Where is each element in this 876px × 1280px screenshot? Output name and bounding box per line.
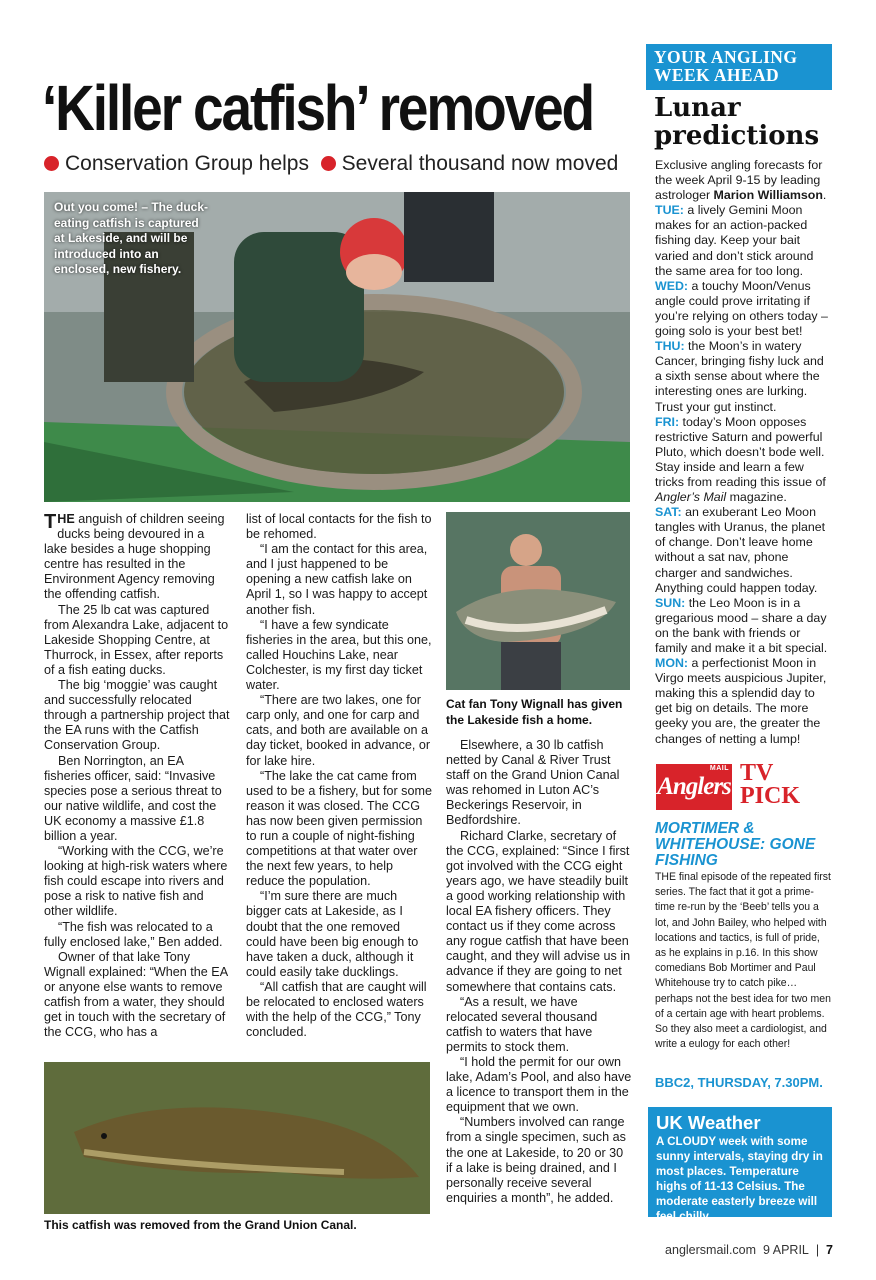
footer-date: 9 APRIL [763,1243,809,1257]
uk-weather-box [648,1107,832,1223]
page-number: 7 [826,1243,833,1257]
day-prediction-sun: SUN: the Leo Moon is in a gregarious mood – share a day on the bank with friends or family and make it a bit special. [655,595,828,655]
tony-photo-caption: Cat fan Tony Wignall has given the Lakeside fish a home. [446,697,623,727]
article-paragraph: list of local contacts for the fish to be rehomed. [246,512,432,542]
day-prediction-tue: TUE: a lively Gemini Moon makes for an action-packed fishing day. Keep your bait varied and don’t stick around the same area for too long. [655,203,814,278]
tv-show-time: BBC2, THURSDAY, 7.30PM. [655,1075,823,1090]
drop-cap: T [44,511,57,533]
canal-photo-caption: This catfish was removed from the Grand Union Canal. [44,1218,357,1232]
tony-wignall-illustration [446,512,630,690]
weather-title: UK Weather [656,1112,761,1133]
drop-cap-rest: HE [57,512,75,526]
lunar-predictions-text [655,158,833,747]
anglers-mail-logo: MAIL Anglers [656,764,732,810]
article-paragraph: “Working with the CCG, we’re looking at high-risk waters where fish could escape into rivers and pose a risk to native fish and other wildlife. [44,844,228,919]
standfirst-1: Conservation Group helps [65,152,309,175]
weather-text: A CLOUDY week with some sunny intervals, staying dry in most places. Temperature highs of 11-13 Celsius. The moderate easterly breeze will feel chilly. [656,1135,823,1223]
main-photo-caption: Out you come! – The duck-eating catfish is captured at Lakeside, and will be introduced into an enclosed, new fishery. [54,200,209,276]
red-bullet-icon [44,156,59,171]
day-prediction-sat: SAT: an exuberant Leo Moon tangles with Uranus, the planet of change. Don’t leave home without a sat nav, phone charger and sandwiches. Anything could happen today. [655,505,826,595]
day-prediction-fri: FRI: today’s Moon opposes restrictive Saturn and powerful Pluto, which doesn’t bode well. Stay inside and learn a few tricks from reading this issue of Angler’s Mail magazine. [655,414,826,505]
article-paragraph: Owner of that lake Tony Wignall explained: “When the EA or anyone else wants to remove catfish from a water, they should get in touch with the secretary of the CCG, who has a [44,949,228,1040]
article-paragraph: The big ‘moggie’ was caught and successfully relocated through a partnership project that the EA runs with the Catfish Conservation Group. [44,678,230,753]
headline: ‘Killer catfish’ removed [42,72,594,144]
article-column-1 [44,512,230,1040]
article-paragraph: Elsewhere, a 30 lb catfish netted by Canal & River Trust staff on the Grand Union Canal was rehomed in Luton AC’s Beckerings Reservoir, in Bedfordshire. [446,738,620,828]
day-prediction-thu: THU: the Moon’s in watery Cancer, bringing fishy luck and a sixth sense about where the interesting ones are lurking. Trust your gut instinct. [655,339,824,414]
article-paragraph: Ben Norrington, an EA fisheries officer, said: “Invasive species pose a serious threat to our native wildlife, and cost the UK economy a massive £1.8 billion a year. [44,753,222,843]
article-paragraph: THE anguish of children seeing ducks being devoured in a lake besides a huge shopping centre has resulted in the Environment Agency removing the offending catfish. [44,511,225,602]
tony-wignall-photo [446,512,630,690]
article-paragraph: “There are two lakes, one for carp only, and one for carp and cats, and both are available on a day ticket, booked in advance, or for lake hire. [246,693,431,768]
red-bullet-icon [321,156,336,171]
article-paragraph: “I’m sure there are much bigger cats at Lakeside, as I doubt that the one removed could have been big enough to have taken a duck, although it could easily take ducklings. [246,889,419,979]
footer-site: anglersmail.com [665,1243,757,1257]
article-paragraph: Richard Clarke, secretary of the CCG, explained: “Since I first got involved with the CCG eight years ago, we have steadily built a good working relationship with local EA fishery officers. They contact us if they come across any rogue catfish that have been caught, and they will advise us in advance if they are going to net somewhere that contains cats. [446,828,631,994]
article-paragraph: “As a result, we have relocated several thousand catfish to waters that have permits to stock them. [446,994,598,1054]
day-prediction-mon: MON: a perfectionist Moon in Virgo meets auspicious Jupiter, making this a splendid day to get big on details. The more geeky you are, the greater the changes of netting a lump! [655,656,827,746]
article-paragraph: “Numbers involved can range from a single specimen, such as the one at Lakeside, to 20 or 30 if a lake is being drained, and I personally receive several enquiries a month”, he added. [446,1115,626,1205]
standfirst [44,150,618,178]
article-paragraph: The 25 lb cat was captured from Alexandra Lake, adjacent to Lakeside Shopping Centre, at Thurrock, in Essex, after reports of a fish eating ducks. [44,602,229,677]
footer-separator: | [815,1243,820,1257]
sidebar-kicker: YOUR ANGLING WEEK AHEAD [646,44,832,90]
article-column-2 [246,512,432,1040]
article-paragraph: “All catfish that are caught will be relocated to enclosed waters with the help of the CCG,” Tony concluded. [246,979,427,1040]
article-paragraph: “I am the contact for this area, and I just happened to be opening a new catfish lake on April 1, so I was happy to accept another fish. [246,542,428,617]
canal-catfish-illustration [44,1062,430,1214]
article-paragraph: “I have a few syndicate fisheries in the area, but this one, called Houchins Lake, near Colchester, is my first day ticket water. [246,617,432,693]
tv-show-title: MORTIMER & WHITEHOUSE: GONE FISHING [655,820,816,869]
article-paragraph: “The fish was relocated to a fully enclosed lake,” Ben added. [44,919,223,949]
tv-pick-label: TV PICK [740,760,800,809]
day-prediction-wed: WED: a touchy Moon/Venus angle could prove irritating if you’re relying on others today – going solo is your best bet! [655,278,828,339]
astrologer-name: Marion Williamson [713,188,823,203]
standfirst-2: Several thousand now moved [341,152,619,175]
article-column-3 [446,738,632,1206]
page-footer [665,1243,833,1257]
article-paragraph: “I hold the permit for our own lake, Adam’s Pool, and also have a licence to transport them in the equipment that we own. [446,1054,632,1115]
sidebar-title: Lunar predictions [654,93,820,151]
tv-show-description: THE final episode of the repeated first series. The fact that it got a prime-time re-run by the ‘Beeb’ tells you a lot, and John Bailey, who helped with locations and tactics, is full of pride, as he explains in p.16. In this show comedians Bob Mortimer and Paul Whitehouse try to catch pike… perhaps not the best idea for two men of a certain age with heart problems. So they also meet a cardiologist, and write a eulogy for each other! [655,871,831,1051]
sidebar-intro: Exclusive angling forecasts for the week April 9-15 by leading astrologer Marion Williamson. [655,158,827,203]
tv-pick-banner [656,762,836,814]
canal-catfish-photo [44,1062,430,1214]
article-paragraph: “The lake the cat came from used to be a fishery, but for some reason it was closed. The CCG has now been given permission to run a couple of night-fishing competitions at that water over the next few years, to help reduce the population. [246,768,432,889]
